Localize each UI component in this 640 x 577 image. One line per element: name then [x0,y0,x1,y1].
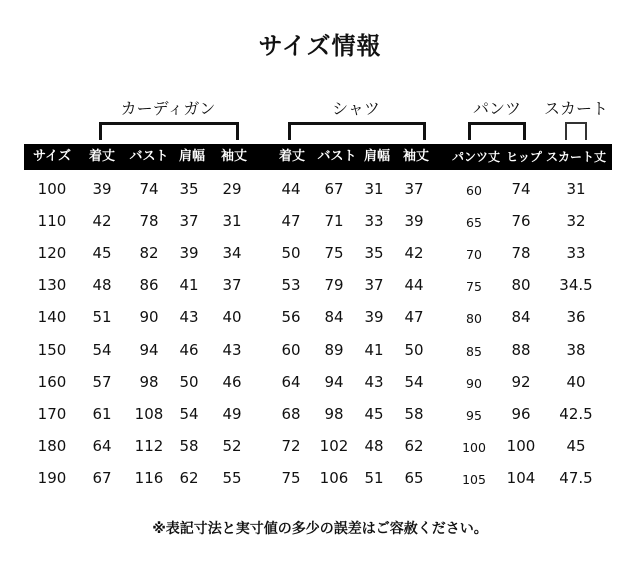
table-cell: 46 [222,372,242,391]
table-cell: 96 [511,404,531,423]
table-cell: 112 [134,436,164,455]
table-cell: 54 [404,372,424,391]
table-cell: 94 [139,340,159,359]
table-cell: 36 [566,308,586,327]
table-cell: 52 [222,436,242,455]
table-cell: 104 [506,468,536,487]
table-cell: 40 [566,372,586,391]
table-cell: 47 [404,308,424,327]
table-cell: 44 [281,180,301,198]
table-cell: 65 [404,468,424,487]
table-cell: 190 [37,468,67,487]
table-cell: 31 [222,212,242,231]
table-cell: 65 [466,215,482,231]
table-cell: 48 [364,436,384,455]
table-cell: 71 [324,212,344,231]
table-cell: 180 [37,436,67,455]
table-cell: 43 [179,308,199,327]
table-cell: 105 [462,471,486,487]
bracket-shirt [288,122,426,140]
bracket-skirt [565,122,587,140]
table-cell: 50 [404,340,424,359]
table-cell: 110 [37,212,67,231]
table-cell: 80 [511,276,531,295]
table-cell: 98 [139,372,159,391]
table-cell: 45 [92,244,112,263]
table-cell: 90 [139,308,159,327]
table-cell: 41 [179,276,199,295]
table-cell: 33 [566,244,586,263]
table-cell: 84 [324,308,344,327]
table-cell: 34 [222,244,242,263]
table-cell: 39 [92,180,112,198]
table-cell: 42 [92,212,112,231]
table-cell: 74 [139,180,159,198]
table-cell: 61 [92,404,112,423]
header-pants-length: パンツ丈 [451,150,501,164]
table-cell: 31 [364,180,384,198]
table-cell: 75 [281,468,301,487]
header-cardigan-shoulder: 肩幅 [178,149,206,164]
table-cell: 50 [179,372,199,391]
table-cell: 64 [92,436,112,455]
table-cell: 29 [222,180,242,198]
header-skirt-length: スカート丈 [545,150,607,164]
table-cell: 82 [139,244,159,263]
table-cell: 45 [566,436,586,455]
table-cell: 78 [511,244,531,263]
table-cell: 68 [281,404,301,423]
table-cell: 37 [222,276,242,295]
table-cell: 64 [281,372,301,391]
group-label-cardigan: カーディガン [120,99,216,118]
table-cell: 34.5 [559,276,593,295]
table-cell: 60 [281,340,301,359]
table-cell: 47.5 [559,468,593,487]
table-cell: 98 [324,404,344,423]
table-cell: 80 [466,311,482,327]
table-cell: 41 [364,340,384,359]
table-cell: 49 [222,404,242,423]
table-cell: 55 [222,468,242,487]
table-cell: 44 [404,276,424,295]
group-label-shirt: シャツ [332,99,380,118]
table-cell: 89 [324,340,344,359]
table-cell: 84 [511,308,531,327]
table-cell: 94 [324,372,344,391]
table-cell: 48 [92,276,112,295]
table-cell: 58 [179,436,199,455]
table-cell: 33 [364,212,384,231]
table-cell: 57 [92,372,112,391]
table-cell: 76 [511,212,531,231]
table-cell: 53 [281,276,301,295]
table-cell: 67 [324,180,344,198]
table-cell: 95 [466,407,482,423]
table-cell: 58 [404,404,424,423]
table-cell: 75 [466,279,482,295]
table-cell: 102 [319,436,349,455]
table-cell: 40 [222,308,242,327]
table-cell: 90 [466,375,482,391]
table-cell: 39 [364,308,384,327]
header-shirt-length: 着丈 [278,149,306,164]
table-cell: 67 [92,468,112,487]
table-cell: 51 [92,308,112,327]
table-cell: 47 [281,212,301,231]
header-pants-hip: ヒップ [506,150,542,164]
header-cardigan-sleeve: 袖丈 [220,149,248,164]
table-cell: 45 [364,404,384,423]
header-shirt-shoulder: 肩幅 [363,149,391,164]
header-shirt-sleeve: 袖丈 [402,149,430,164]
table-cell: 100 [37,180,67,198]
table-cell: 42 [404,244,424,263]
table-cell: 108 [134,404,164,423]
table-cell: 150 [37,340,67,359]
table-cell: 100 [506,436,536,455]
table-cell: 75 [324,244,344,263]
table-cell: 130 [37,276,67,295]
table-cell: 35 [179,180,199,198]
page-title: サイズ情報 [258,32,382,60]
table-cell: 50 [281,244,301,263]
group-label-pants: パンツ [472,99,522,118]
table-cell: 43 [222,340,242,359]
table-cell: 140 [37,308,67,327]
table-cell: 54 [92,340,112,359]
table-cell: 37 [179,212,199,231]
table-cell: 54 [179,404,199,423]
table-cell: 35 [364,244,384,263]
table-cell: 74 [511,180,531,198]
table-cell: 106 [319,468,349,487]
table-cell: 160 [37,372,67,391]
table-cell: 72 [281,436,301,455]
table-cell: 70 [466,247,482,263]
bracket-cardigan [99,122,239,140]
table-cell: 62 [404,436,424,455]
table-cell: 37 [364,276,384,295]
bracket-pants [468,122,526,140]
table-cell: 78 [139,212,159,231]
table-cell: 86 [139,276,159,295]
table-cell: 79 [324,276,344,295]
table-cell: 51 [364,468,384,487]
table-cell: 85 [466,343,482,359]
table-cell: 39 [179,244,199,263]
table-cell: 37 [404,180,424,198]
table-cell: 38 [566,340,586,359]
table-cell: 100 [462,439,486,455]
header-shirt-bust: バスト [317,149,357,164]
table-cell: 56 [281,308,301,327]
table-cell: 92 [511,372,531,391]
table-cell: 31 [566,180,586,198]
table-cell: 120 [37,244,67,263]
group-label-skirt: スカート [543,99,609,118]
header-size: サイズ [33,149,71,164]
disclaimer-note: ※表記寸法と実寸値の多少の誤差はご容赦ください。 [152,521,488,537]
table-cell: 116 [134,468,164,487]
table-cell: 42.5 [559,404,593,423]
table-cell: 32 [566,212,586,231]
table-cell: 60 [466,183,482,198]
header-cardigan-length: 着丈 [88,149,116,164]
table-cell: 170 [37,404,67,423]
table-cell: 39 [404,212,424,231]
header-cardigan-bust: バスト [129,149,169,164]
table-cell: 43 [364,372,384,391]
table-cell: 88 [511,340,531,359]
table-cell: 46 [179,340,199,359]
table-cell: 62 [179,468,199,487]
